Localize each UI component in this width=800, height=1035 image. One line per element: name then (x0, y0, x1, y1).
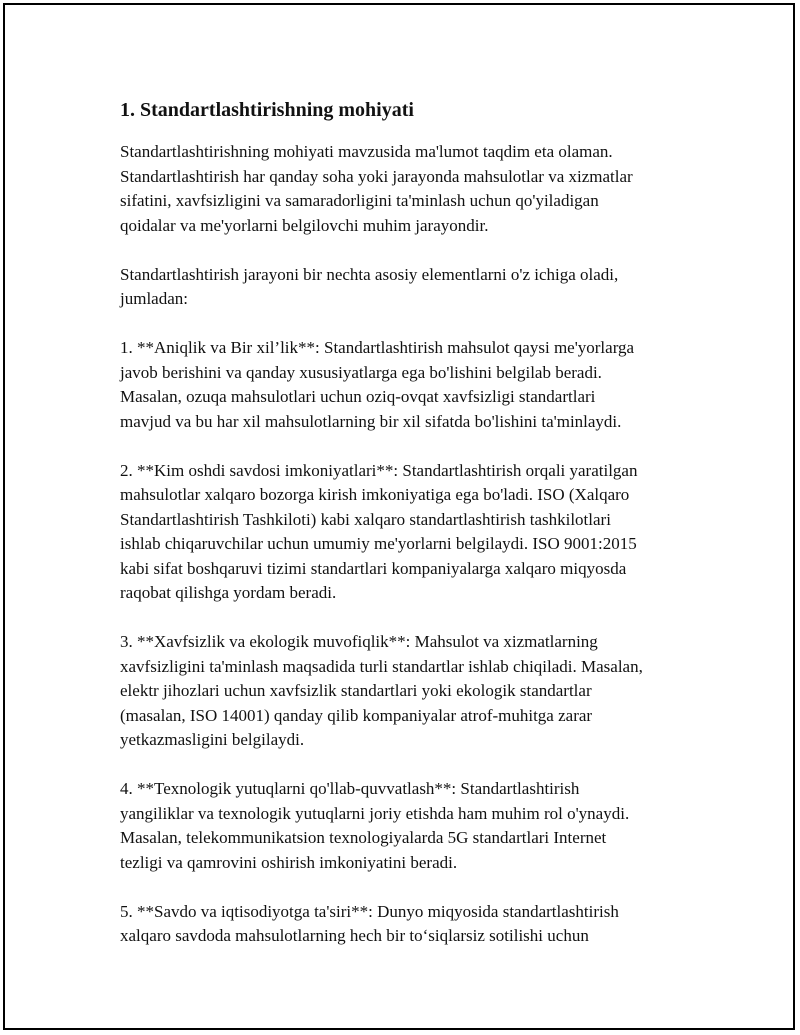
list-item-1: 1. **Aniqlik va Bir xil’lik**: Standartlashtirish mahsulot qaysi me'yorlarga javob berishini va qanday xususiyatlarga ega bo'lishini belgilab beradi. Masalan, ozuqa mahsulotlari uchun oziq-ovqat xavfsizligi standartlari mavjud va bu har xil mahsulotlarning bir xil sifatda bo'lishini ta'minlaydi. (120, 338, 635, 431)
section-heading: 1. Standartlashtirishning mohiyati (120, 99, 414, 121)
intro-paragraph: Standartlashtirishning mohiyati mavzusida ma'lumot taqdim eta olaman. Standartlashtirish har qanday soha yoki jarayonda mahsulotlar va xizmatlar sifatini, xavfsizligini va samaradorligini ta'minlash uchun qo'yiladigan qoidalar va me'yorlarni belgilovchi muhim jarayondir. (120, 142, 633, 235)
list-item-3: 3. **Xavfsizlik va ekologik muvofiqlik**: Mahsulot va xizmatlarning xavfsizligini ta'minlash maqsadida turli standartlar ishlab chiqiladi. Masalan, elektr jihozlari uchun xavfsizlik standartlari yoki ekologik standartlar (masalan, ISO 14001) qanday qilib kompaniyalar atrof-muhitga zarar yetkazmasligini belgilaydi. (120, 632, 643, 749)
list-item-2: 2. **Kim oshdi savdosi imkoniyatlari**: Standartlashtirish orqali yaratilgan mahsulotlar xalqaro bozorga kirish imkoniyatiga ega bo'ladi. ISO (Xalqaro Standartlashtirish Tashkiloti) kabi xalqaro standartlashtirish tashkilotlari ishlab chiqaruvchilar uchun umumiy me'yorlarni belgilaydi. ISO 9001:2015 kabi sifat boshqaruvi tizimi standartlari kompaniyalarga xalqaro miqyosda raqobat qilishga yordam beradi. (120, 460, 638, 602)
list-item-4: 4. **Texnologik yutuqlarni qo'llab-quvvatlash**: Standartlashtirish yangiliklar va texnologik yutuqlarni joriy etishda ham muhim rol o'ynaydi. Masalan, telekommunikatsion texnologiyalarda 5G standartlari Internet tezligi va qamrovini oshirish imkoniyatini beradi. (120, 779, 630, 872)
document-content (120, 97, 710, 973)
list-item-5: 5. **Savdo va iqtisodiyotga ta'siri**: Dunyo miqyosida standartlashtirish xalqaro savdoda mahsulotlarning hech bir to‘siqlarsiz sotilishi uchun (120, 901, 619, 945)
document-page (3, 3, 795, 1030)
elements-intro-paragraph: Standartlashtirish jarayoni bir nechta asosiy elementlarni o'z ichiga oladi, jumladan: (120, 264, 619, 308)
